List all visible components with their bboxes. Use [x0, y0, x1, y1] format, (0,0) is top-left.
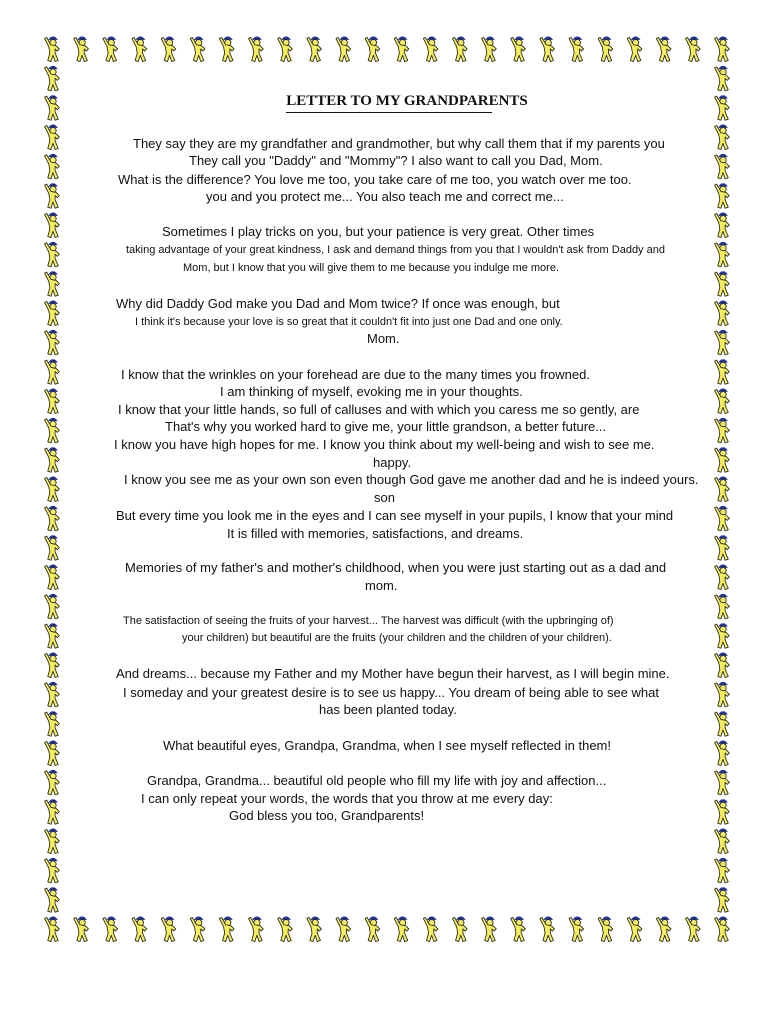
border-kid-icon [45, 330, 60, 355]
border-kid-icon [540, 917, 555, 942]
border-kid-icon [685, 37, 700, 62]
border-kid-icon [394, 37, 409, 62]
border-kid-icon [598, 37, 613, 62]
border-kid-icon [715, 154, 730, 179]
letter-line: son [374, 490, 395, 505]
border-kid-icon [45, 917, 60, 942]
border-kid-icon [74, 917, 89, 942]
letter-line: The satisfaction of seeing the fruits of your harvest... The harvest was difficult (with the upbringing of) [123, 615, 614, 627]
border-kid-icon [394, 917, 409, 942]
letter-line: God bless you too, Grandparents! [229, 808, 425, 823]
letter-line: mom. [365, 578, 398, 593]
border-kid-icon [715, 712, 730, 737]
border-kid-icon [715, 594, 730, 619]
border-kid-icon [161, 37, 176, 62]
border-kid-icon [715, 917, 730, 942]
letter-line: They call you "Daddy" and "Mommy"? I also want to call you Dad, Mom. [189, 153, 603, 168]
letter-line: Mom, but I know that you will give them to me because you indulge me more. [183, 262, 560, 274]
border-kid-icon [45, 213, 60, 238]
letter-line: They say they are my grandfather and grandmother, but why call them that if my parents you [133, 136, 665, 151]
border-kid-icon [715, 565, 730, 590]
border-kid-icon [715, 477, 730, 502]
border-kid-icon [336, 917, 351, 942]
letter-line: I know you have high hopes for me. I know you think about my well-being and wish to see me. [114, 437, 655, 452]
letter-line: What beautiful eyes, Grandpa, Grandma, when I see myself reflected in them! [163, 738, 611, 753]
border-kid-icon [45, 770, 60, 795]
border-kid-icon [45, 712, 60, 737]
border-kid-icon [715, 184, 730, 209]
letter-line: But every time you look me in the eyes and I can see myself in your pupils, I know that your mind [116, 508, 674, 523]
border-kid-icon [74, 37, 89, 62]
border-kid-icon [45, 800, 60, 825]
letter-line: Grandpa, Grandma... beautiful old people who fill my life with joy and affection... [147, 773, 607, 788]
border-kid-icon [452, 917, 467, 942]
border-kid-icon [45, 66, 60, 91]
border-kid-icon [161, 917, 176, 942]
border-kid-icon [365, 917, 380, 942]
border-kid-icon [278, 917, 293, 942]
letter-line: happy. [373, 455, 412, 470]
letter-line: What is the difference? You love me too, you take care of me too, you watch over me too. [118, 172, 632, 187]
border-kid-icon [715, 829, 730, 854]
border-kid-icon [103, 37, 118, 62]
border-kid-icon [715, 272, 730, 297]
border-kid-icon [45, 506, 60, 531]
border-kid-icon [715, 741, 730, 766]
border-kid-icon [45, 741, 60, 766]
letter-line: I know that your little hands, so full of calluses and with which you caress me so gently, are [118, 402, 640, 417]
letter-line: Sometimes I play tricks on you, but your patience is very great. Other times [162, 224, 595, 239]
border-kid-icon [307, 917, 322, 942]
border-kid-icon [715, 301, 730, 326]
border-kid-icon [45, 536, 60, 561]
letter-line: taking advantage of your great kindness, I ask and demand things from you that I wouldn't ask from Daddy and [126, 244, 665, 256]
letter-line: That's why you worked hard to give me, your little grandson, a better future... [165, 419, 607, 434]
border-kid-icon [715, 448, 730, 473]
border-kid-icon [569, 37, 584, 62]
letter-line: Memories of my father's and mother's childhood, when you were just starting out as a dad and [125, 560, 667, 575]
border-kid-icon [715, 330, 730, 355]
border-kid-icon [45, 858, 60, 883]
border-kid-icon [307, 37, 322, 62]
letter-line: It is filled with memories, satisfactions, and dreams. [227, 526, 524, 541]
letter-line: I know that the wrinkles on your forehead are due to the many times you frowned. [121, 367, 590, 382]
letter-line: I can only repeat your words, the words that you throw at me every day: [141, 791, 553, 806]
border-kid-icon [715, 800, 730, 825]
border-kid-icon [249, 37, 264, 62]
border-kid-icon [45, 682, 60, 707]
letter-line: Why did Daddy God make you Dad and Mom twice? If once was enough, but [116, 296, 560, 311]
border-kid-icon [45, 888, 60, 913]
border-kid-icon [511, 37, 526, 62]
letter-line: I am thinking of myself, evoking me in your thoughts. [220, 384, 523, 399]
border-kid-icon [715, 770, 730, 795]
border-kid-icon [685, 917, 700, 942]
border-kid-icon [45, 448, 60, 473]
border-kid-icon [715, 213, 730, 238]
border-kid-icon [511, 917, 526, 942]
letter-line: I someday and your greatest desire is to see us happy... You dream of being able to see what [123, 685, 659, 700]
border-kid-icon [45, 653, 60, 678]
border-kid-icon [656, 917, 671, 942]
border-kid-icon [482, 917, 497, 942]
border-kid-icon [598, 917, 613, 942]
letter-line: I know you see me as your own son even though God gave me another dad and he is indeed yours. [124, 472, 699, 487]
border-kid-icon [45, 594, 60, 619]
border-kid-icon [423, 917, 438, 942]
border-kid-icon [249, 917, 264, 942]
border-kid-icon [627, 37, 642, 62]
letter-title-text: LETTER TO MY GRANDPARENTS [286, 93, 528, 109]
border-kid-icon [132, 917, 147, 942]
letter-title [0, 93, 768, 110]
letter-line: And dreams... because my Father and my Mother have begun their harvest, as I will begin mine. [116, 666, 670, 681]
border-kid-icon [715, 418, 730, 443]
border-kid-icon [715, 242, 730, 267]
border-kid-icon [715, 682, 730, 707]
border-kid-icon [45, 418, 60, 443]
border-kid-icon [715, 37, 730, 62]
border-kid-icon [45, 301, 60, 326]
border-kid-icon [715, 536, 730, 561]
border-kid-icon [45, 154, 60, 179]
letter-line: I think it's because your love is so great that it couldn't fit into just one Dad and one only. [135, 316, 563, 328]
border-kid-icon [540, 37, 555, 62]
border-kid-icon [45, 242, 60, 267]
border-kid-icon [45, 37, 60, 62]
border-kid-icon [452, 37, 467, 62]
border-kid-icon [219, 917, 234, 942]
border-kid-icon [278, 37, 293, 62]
border-kid-icon [45, 360, 60, 385]
border-kid-icon [45, 829, 60, 854]
letter-line: has been planted today. [319, 702, 457, 717]
border-kid-icon [336, 37, 351, 62]
border-kid-icon [45, 184, 60, 209]
border-kid-icon [715, 858, 730, 883]
border-kid-icon [365, 37, 380, 62]
border-kid-icon [45, 477, 60, 502]
border-kid-icon [656, 37, 671, 62]
letter-line: Mom. [367, 331, 400, 346]
border-kid-icon [45, 565, 60, 590]
letter-line: you and you protect me... You also teach me and correct me... [206, 189, 564, 204]
letter-line: your children) but beautiful are the fruits (your children and the children of your children). [182, 632, 612, 644]
border-kid-icon [482, 37, 497, 62]
border-kid-icon [715, 66, 730, 91]
border-kid-icon [190, 917, 205, 942]
border-kid-icon [190, 37, 205, 62]
border-kid-icon [132, 37, 147, 62]
border-kid-icon [45, 389, 60, 414]
border-kid-icon [715, 653, 730, 678]
border-kid-icon [715, 389, 730, 414]
border-kid-icon [45, 624, 60, 649]
border-kid-icon [715, 888, 730, 913]
border-kid-icon [715, 506, 730, 531]
border-kid-icon [569, 917, 584, 942]
border-kid-icon [45, 272, 60, 297]
border-kid-icon [715, 624, 730, 649]
border-kid-icon [423, 37, 438, 62]
border-kid-icon [103, 917, 118, 942]
border-kid-icon [715, 360, 730, 385]
border-kid-icon [627, 917, 642, 942]
border-kid-icon [715, 125, 730, 150]
border-kid-icon [219, 37, 234, 62]
border-kid-icon [45, 125, 60, 150]
